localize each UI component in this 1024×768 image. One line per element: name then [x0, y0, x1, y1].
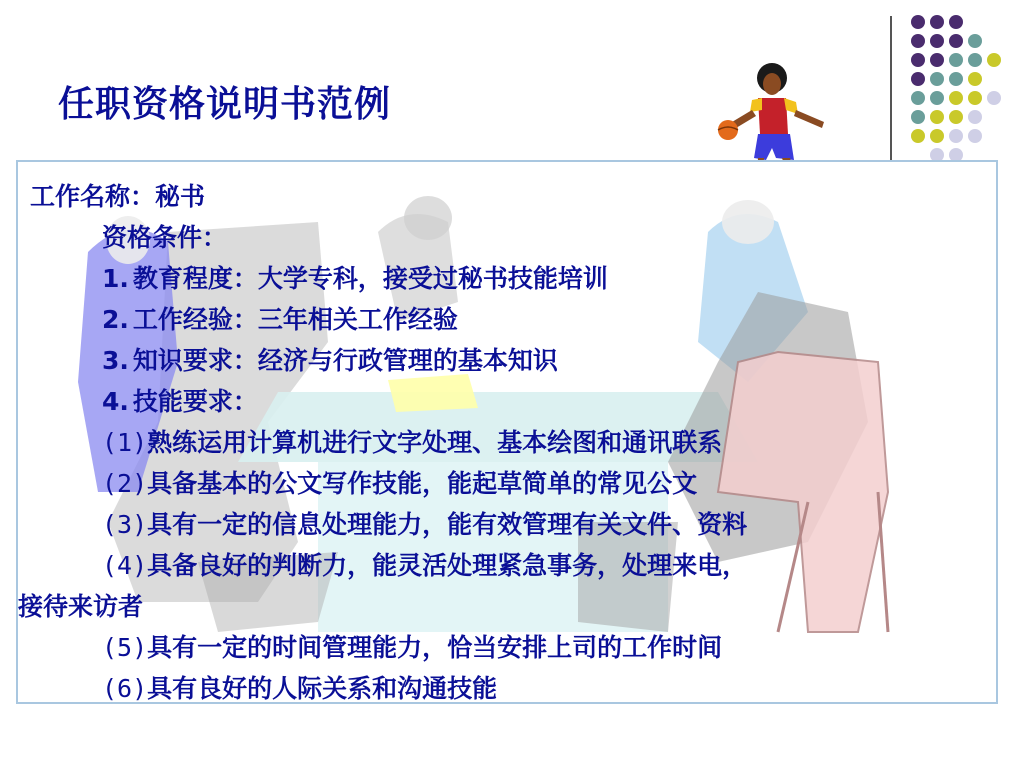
skill-item	[30, 422, 988, 463]
decoration-dot	[968, 34, 982, 48]
decoration-dot	[930, 72, 944, 86]
decoration-dot	[911, 72, 925, 86]
item-number: 1.	[102, 264, 129, 293]
qualification-content-box	[16, 160, 998, 704]
skill-text: 具有一定的信息处理能力，能有效管理有关文件、资料	[147, 510, 748, 539]
decoration-dot	[949, 91, 963, 105]
item-text: 技能要求：	[132, 387, 258, 416]
skill-number: (5)	[102, 633, 148, 662]
skill-item	[30, 627, 988, 668]
skill-text: 具有良好的人际关系和沟通技能	[147, 674, 498, 703]
decoration-dot	[949, 15, 963, 29]
item-text: 教育程度：大学专科，接受过秘书技能培训	[132, 264, 608, 293]
page-title: 任职资格说明书范例	[58, 84, 392, 125]
decoration-dot	[930, 15, 944, 29]
skill-item	[30, 668, 988, 704]
qualification-item	[30, 258, 988, 299]
skill-continuation: 接待来访者	[18, 592, 144, 621]
item-text: 工作经验：三年相关工作经验	[132, 305, 458, 334]
skill-number: (3)	[102, 510, 148, 539]
decoration-dot	[911, 34, 925, 48]
qualification-heading: 资格条件：	[102, 223, 228, 252]
skill-text: 具有一定的时间管理能力，恰当安排上司的工作时间	[147, 633, 723, 662]
skill-number: (4)	[102, 551, 148, 580]
skill-number: (1)	[102, 428, 148, 457]
decoration-dot	[968, 91, 982, 105]
skill-item	[30, 463, 988, 504]
decoration-dot	[949, 110, 963, 124]
item-number: 2.	[102, 305, 129, 334]
item-number: 4.	[102, 387, 129, 416]
skill-text: 具备基本的公文写作技能，能起草简单的常见公文	[147, 469, 698, 498]
decoration-dot	[930, 129, 944, 143]
decoration-dot	[930, 91, 944, 105]
skill-item	[30, 504, 988, 545]
decoration-dot	[930, 34, 944, 48]
decoration-dot	[968, 72, 982, 86]
decoration-dot	[949, 129, 963, 143]
skill-text: 具备良好的判断力，能灵活处理紧急事务，处理来电，	[147, 551, 748, 580]
decoration-dot	[911, 15, 925, 29]
qualification-item	[30, 340, 988, 381]
skill-number: (2)	[102, 469, 148, 498]
decoration-dot	[987, 53, 1001, 67]
item-text: 知识要求：经济与行政管理的基本知识	[132, 346, 558, 375]
dot-grid-decoration	[900, 10, 1024, 170]
qualification-item	[30, 299, 988, 340]
decoration-dot	[930, 110, 944, 124]
decoration-dot	[911, 53, 925, 67]
decoration-dot	[949, 34, 963, 48]
job-name: 工作名称：秘书	[30, 182, 206, 211]
item-number: 3.	[102, 346, 129, 375]
decoration-dot	[968, 53, 982, 67]
skill-text: 熟练运用计算机进行文字处理、基本绘图和通讯联系	[147, 428, 723, 457]
decoration-dot	[968, 129, 982, 143]
decoration-dot	[930, 53, 944, 67]
skill-item	[30, 545, 988, 586]
qualification-text	[18, 176, 988, 704]
skill-number: (6)	[102, 674, 148, 703]
decoration-dot	[968, 110, 982, 124]
decoration-dot	[911, 129, 925, 143]
decoration-dot	[911, 110, 925, 124]
qualification-item	[30, 381, 988, 422]
decoration-dot	[911, 91, 925, 105]
decoration-dot	[987, 91, 1001, 105]
decoration-dot	[949, 53, 963, 67]
decoration-dot	[949, 72, 963, 86]
